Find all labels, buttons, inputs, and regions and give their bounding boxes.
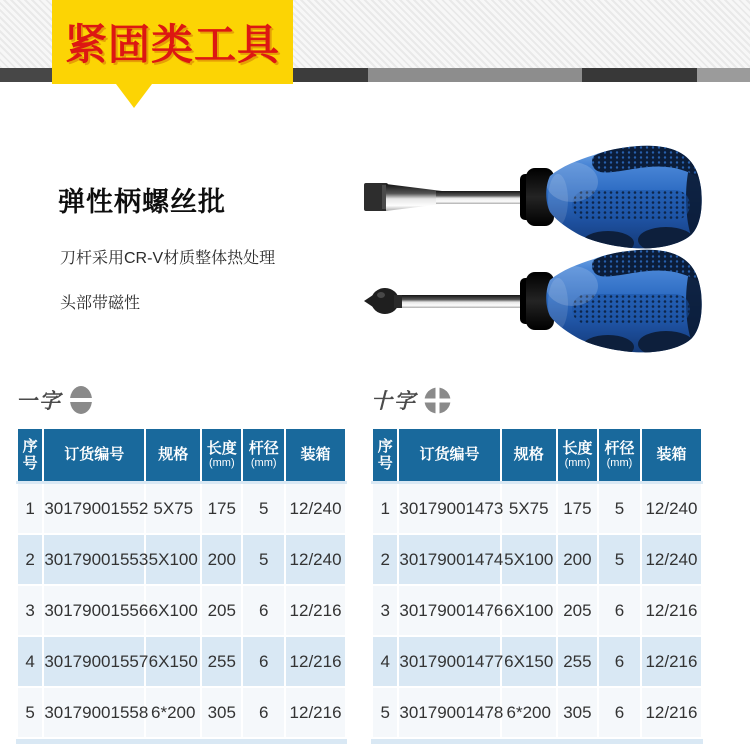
product-title: 弹性柄螺丝批 [58, 187, 226, 217]
table-cell: 6*200 [145, 687, 201, 738]
product-feature: 刀杆采用CR-V材质整体热处理 [60, 250, 276, 267]
table-cell: 30179001558 [43, 687, 145, 738]
phillips-screwdriver-illustration [364, 249, 718, 359]
table-cell: 5X100 [145, 534, 201, 585]
table-cell: 175 [201, 483, 242, 535]
table-cell: 30179001556 [43, 585, 145, 636]
column-header: 长度 (mm) [201, 428, 242, 483]
table-bottom-strip [16, 739, 347, 744]
column-header: 订货编号 [398, 428, 500, 483]
slotted-screw-icon [69, 385, 93, 415]
table-cell: 4 [17, 636, 43, 687]
table-cell: 12/216 [641, 687, 702, 738]
column-header: 杆径 (mm) [598, 428, 641, 483]
table-cell: 200 [557, 534, 598, 585]
table-cell: 255 [557, 636, 598, 687]
table-cell: 30179001477 [398, 636, 500, 687]
column-header: 杆径 (mm) [242, 428, 285, 483]
table-cell: 12/216 [641, 636, 702, 687]
table-cell: 12/216 [641, 585, 702, 636]
table-row [372, 636, 702, 687]
column-header: 序号 [17, 428, 43, 483]
table-cell: 30179001474 [398, 534, 500, 585]
header-bar-segment [582, 68, 697, 82]
slotted-screwdriver-illustration [364, 145, 718, 255]
table-cell: 1 [372, 483, 398, 535]
table-cell: 12/216 [285, 585, 346, 636]
table-cell: 6 [242, 585, 285, 636]
slotted-spec-table [16, 427, 347, 739]
table-cell: 6 [598, 585, 641, 636]
table-cell: 4 [372, 636, 398, 687]
table-cell: 5X100 [501, 534, 557, 585]
table-cell: 2 [372, 534, 398, 585]
table-row [17, 534, 346, 585]
table-cell: 6 [242, 636, 285, 687]
table-cell: 12/216 [285, 687, 346, 738]
table-row [17, 483, 346, 535]
table-cell: 175 [557, 483, 598, 535]
column-header: 长度 (mm) [557, 428, 598, 483]
column-header: 序号 [372, 428, 398, 483]
slotted-label-text: 一字 [16, 388, 62, 413]
table-cell: 6 [242, 687, 285, 738]
product-feature: 头部带磁性 [60, 295, 141, 312]
phillips-spec-table [371, 427, 703, 739]
table-cell: 3 [17, 585, 43, 636]
phillips-table-label [371, 383, 703, 417]
banner-pointer [116, 84, 152, 108]
column-header: 规格 [501, 428, 557, 483]
column-header: 订货编号 [43, 428, 145, 483]
table-cell: 12/240 [641, 534, 702, 585]
table-cell: 5X75 [501, 483, 557, 535]
table-cell: 12/240 [285, 483, 346, 535]
table-header-row [372, 428, 702, 483]
table-cell: 1 [17, 483, 43, 535]
column-header: 装箱 [641, 428, 702, 483]
table-cell: 2 [17, 534, 43, 585]
table-cell: 6 [598, 636, 641, 687]
phillips-table-section [371, 383, 703, 744]
table-cell: 255 [201, 636, 242, 687]
table-cell: 12/240 [285, 534, 346, 585]
table-cell: 6*200 [501, 687, 557, 738]
table-cell: 5 [17, 687, 43, 738]
table-cell: 12/240 [641, 483, 702, 535]
table-cell: 5 [372, 687, 398, 738]
table-cell: 5 [242, 534, 285, 585]
column-header: 规格 [145, 428, 201, 483]
table-cell: 6X150 [145, 636, 201, 687]
table-row [372, 534, 702, 585]
phillips-screw-icon [424, 387, 451, 414]
table-cell: 200 [201, 534, 242, 585]
table-cell: 30179001476 [398, 585, 500, 636]
table-row [372, 483, 702, 535]
table-cell: 5 [598, 483, 641, 535]
table-row [372, 585, 702, 636]
table-row [17, 636, 346, 687]
table-cell: 205 [201, 585, 242, 636]
table-cell: 205 [557, 585, 598, 636]
header-bar-segment [293, 68, 368, 82]
table-cell: 12/216 [285, 636, 346, 687]
screwdrivers-illustration [350, 140, 750, 360]
table-cell: 5 [598, 534, 641, 585]
phillips-label-text: 十字 [371, 388, 417, 413]
table-cell: 5 [242, 483, 285, 535]
table-cell: 6X150 [501, 636, 557, 687]
table-cell: 6 [598, 687, 641, 738]
category-banner [52, 0, 293, 84]
table-cell: 5X75 [145, 483, 201, 535]
slotted-table-section [16, 383, 347, 744]
header-bar-segment [0, 68, 52, 82]
table-header-row [17, 428, 346, 483]
table-row [17, 687, 346, 738]
table-cell: 30179001552 [43, 483, 145, 535]
table-cell: 30179001553 [43, 534, 145, 585]
table-cell: 305 [201, 687, 242, 738]
table-cell: 30179001473 [398, 483, 500, 535]
table-row [17, 585, 346, 636]
header-bar-segment [368, 68, 582, 82]
column-header: 装箱 [285, 428, 346, 483]
table-cell: 305 [557, 687, 598, 738]
table-cell: 30179001557 [43, 636, 145, 687]
header-bar-segment [697, 68, 750, 82]
table-cell: 3 [372, 585, 398, 636]
table-cell: 6X100 [145, 585, 201, 636]
slotted-table-label [16, 383, 347, 417]
table-cell: 6X100 [501, 585, 557, 636]
table-row [372, 687, 702, 738]
table-cell: 30179001478 [398, 687, 500, 738]
table-bottom-strip [371, 739, 703, 744]
category-banner-title: 紧固类工具 [64, 21, 280, 68]
